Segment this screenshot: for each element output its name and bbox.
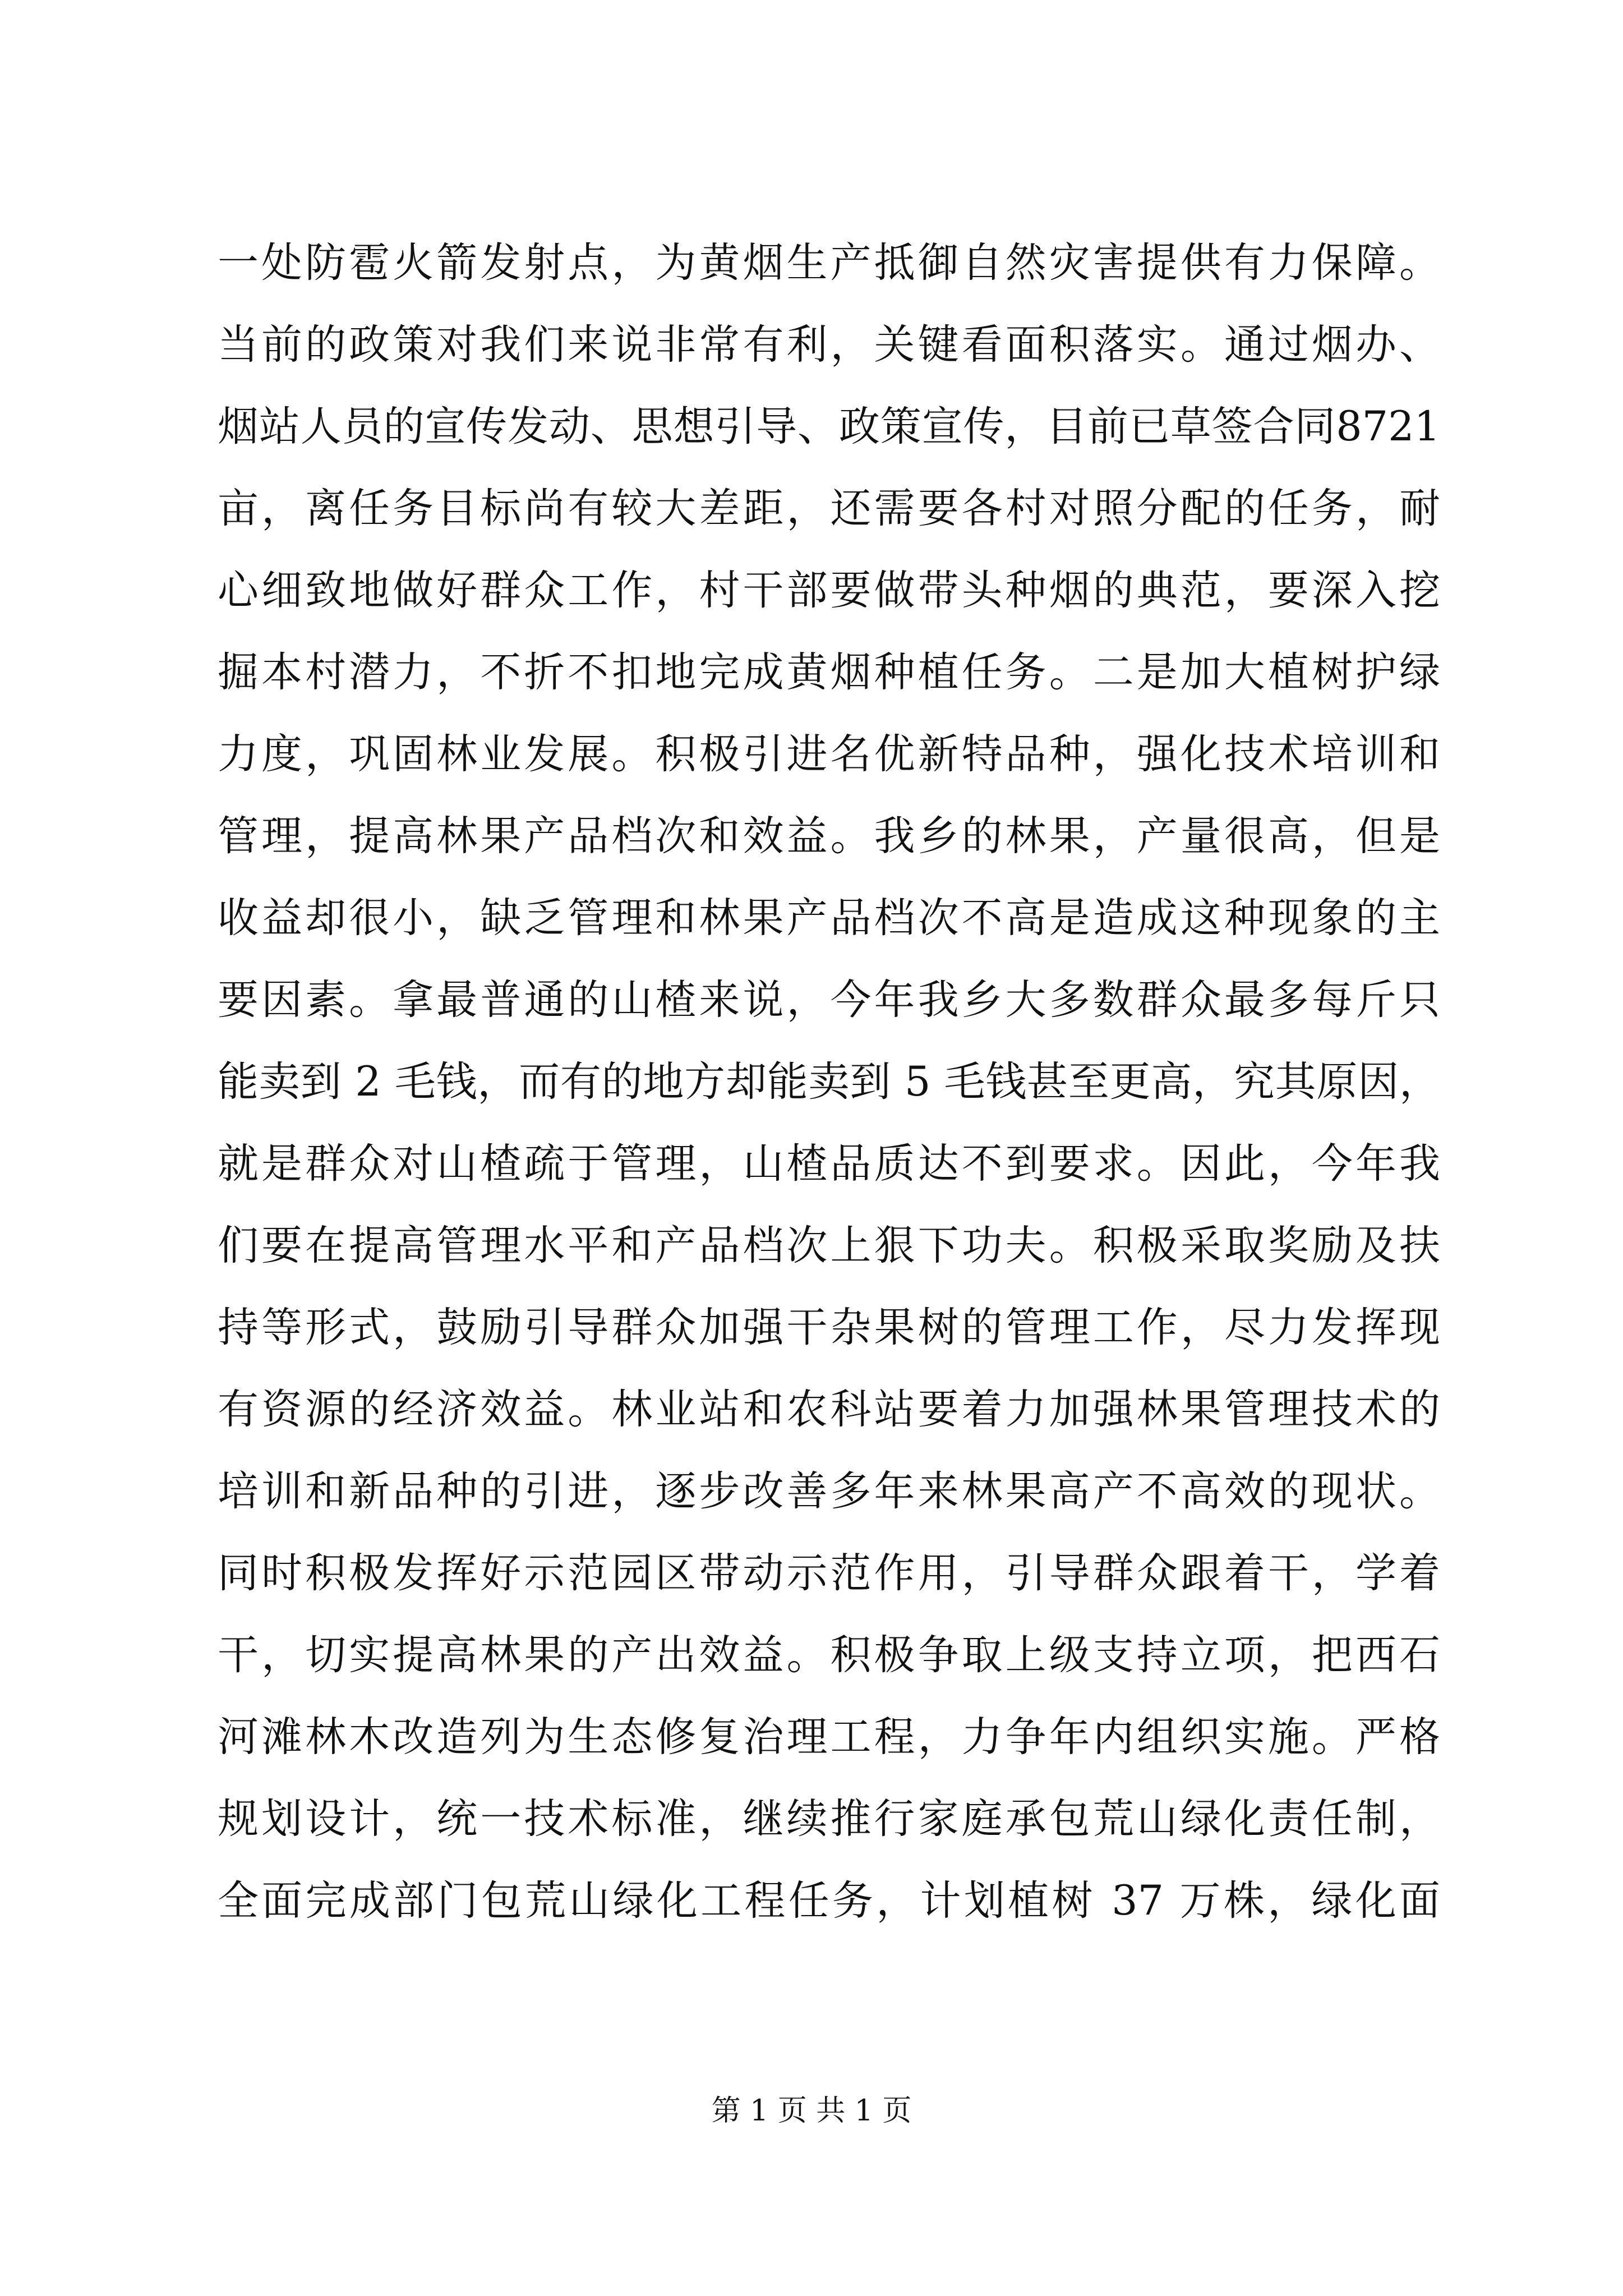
text-line: 全面完成部门包荒山绿化工程任务，计划植树 37 万株，绿化面 <box>218 1877 1440 1925</box>
text-line: 当前的政策对我们来说非常有利，关键看面积落实。通过烟办、 <box>218 321 1440 369</box>
text-line: 要因素。拿最普通的山楂来说，今年我乡大多数群众最多每斤只 <box>218 976 1440 1024</box>
text-line: 就是群众对山楂疏于管理，山楂品质达不到要求。因此，今年我 <box>218 1140 1440 1188</box>
text-line: 亩，离任务目标尚有较大差距，还需要各村对照分配的任务，耐 <box>218 485 1440 532</box>
text-line: 培训和新品种的引进，逐步改善多年来林果高产不高效的现状。 <box>218 1467 1440 1515</box>
text-line: 一处防雹火箭发射点，为黄烟生产抵御自然灾害提供有力保障。 <box>218 239 1440 287</box>
text-line: 管理，提高林果产品档次和效益。我乡的林果，产量很高，但是 <box>218 812 1440 860</box>
text-line: 持等形式，鼓励引导群众加强干杂果树的管理工作，尽力发挥现 <box>218 1304 1440 1351</box>
text-line: 收益却很小，缺乏管理和林果产品档次不高是造成这种现象的主 <box>218 894 1440 942</box>
text-line: 有资源的经济效益。林业站和农科站要着力加强林果管理技术的 <box>218 1386 1440 1433</box>
text-line: 掘本村潜力，不折不扣地完成黄烟种植任务。二是加大植树护绿 <box>218 648 1440 696</box>
text-line: 河滩林木改造列为生态修复治理工程，力争年内组织实施。严格 <box>218 1713 1440 1761</box>
text-line: 烟站人员的宣传发动、思想引导、政策宣传，目前已草签合同8721 <box>218 403 1440 450</box>
text-line: 干，切实提高林果的产出效益。积极争取上级支持立项，把西石 <box>218 1631 1440 1679</box>
page-footer: 第 1 页 共 1 页 <box>711 2094 912 2128</box>
text-line: 同时积极发挥好示范园区带动示范作用，引导群众跟着干，学着 <box>218 1549 1440 1597</box>
text-line: 们要在提高管理水平和产品档次上狠下功夫。积极采取奖励及扶 <box>218 1222 1440 1269</box>
text-line: 规划设计，统一技术标准，继续推行家庭承包荒山绿化责任制， <box>218 1795 1440 1843</box>
text-line: 力度，巩固林业发展。积极引进名优新特品种，强化技术培训和 <box>218 730 1440 778</box>
text-line: 能卖到 2 毛钱，而有的地方却能卖到 5 毛钱甚至更高，究其原因， <box>218 1058 1440 1106</box>
body-text <box>218 222 1440 1942</box>
text-line: 心细致地做好群众工作，村干部要做带头种烟的典范，要深入挖 <box>218 567 1440 614</box>
